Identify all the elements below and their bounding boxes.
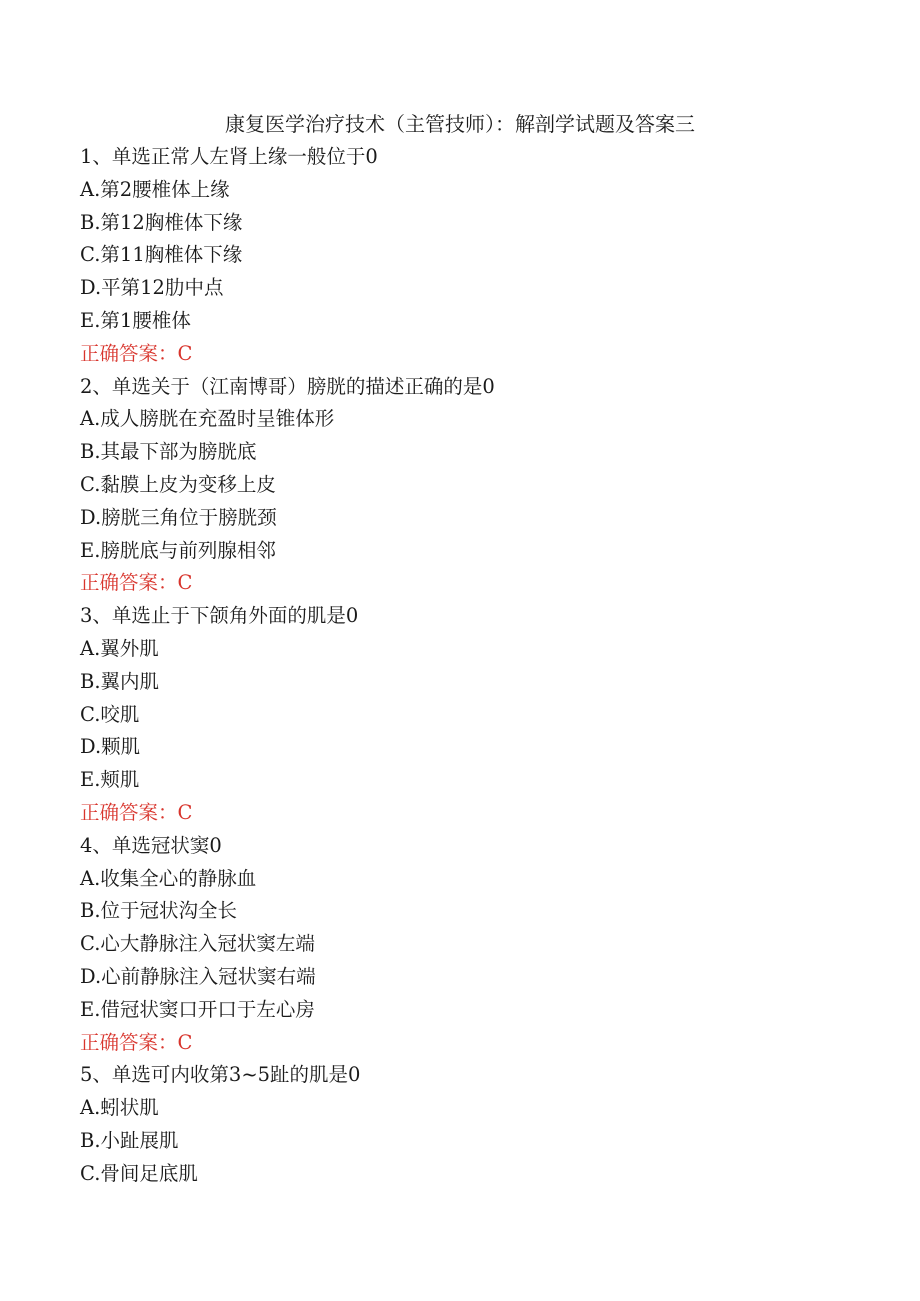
option-c: C.心大静脉注入冠状窦左端 bbox=[80, 932, 315, 956]
option-b: B.第12胸椎体下缘 bbox=[80, 210, 243, 234]
question-stem: 2、单选关于（江南博哥）膀胱的描述正确的是0 bbox=[80, 374, 495, 398]
option-a: A.收集全心的静脉血 bbox=[80, 866, 257, 890]
option-c: C.骨间足底肌 bbox=[80, 1161, 198, 1185]
correct-answer: 正确答案：C bbox=[80, 800, 193, 824]
document-title: 康复医学治疗技术（主管技师）：解剖学试题及答案三 bbox=[225, 112, 695, 136]
option-d: D.心前静脉注入冠状窦右端 bbox=[80, 964, 316, 988]
option-c: C.咬肌 bbox=[80, 702, 140, 726]
question-2 bbox=[80, 371, 880, 601]
option-b: B.小趾展肌 bbox=[80, 1128, 179, 1152]
option-b: B.位于冠状沟全长 bbox=[80, 899, 238, 923]
option-a: A.成人膀胱在充盈时呈锥体形 bbox=[80, 407, 335, 431]
question-stem: 4、单选冠状窦0 bbox=[80, 833, 222, 857]
option-e: E.第1腰椎体 bbox=[80, 308, 191, 332]
option-a: A.蚓状肌 bbox=[80, 1096, 159, 1120]
option-d: D.平第12肋中点 bbox=[80, 276, 224, 300]
option-c: C.第11胸椎体下缘 bbox=[80, 243, 243, 267]
option-d: D.颗肌 bbox=[80, 735, 141, 759]
correct-answer: 正确答案：C bbox=[80, 1030, 193, 1054]
option-a: A.第2腰椎体上缘 bbox=[80, 177, 230, 201]
option-a: A.翼外肌 bbox=[80, 636, 159, 660]
option-e: E.借冠状窦口开口于左心房 bbox=[80, 997, 315, 1021]
option-e: E.颊肌 bbox=[80, 768, 140, 792]
option-b: B.翼内肌 bbox=[80, 669, 160, 693]
option-c: C.黏膜上皮为变移上皮 bbox=[80, 472, 276, 496]
question-stem: 3、单选止于下颌角外面的肌是0 bbox=[80, 604, 359, 628]
question-stem: 5、单选可内收第3~5趾的肌是0 bbox=[80, 1063, 361, 1087]
question-5 bbox=[80, 1059, 880, 1190]
question-stem: 1、单选正常人左肾上缘一般位于0 bbox=[80, 145, 378, 168]
option-e: E.膀胱底与前列腺相邻 bbox=[80, 538, 276, 562]
option-b: B.其最下部为膀胱底 bbox=[80, 440, 257, 464]
option-d: D.膀胱三角位于膀胱颈 bbox=[80, 505, 277, 529]
question-3 bbox=[80, 600, 880, 830]
question-4 bbox=[80, 830, 880, 1060]
question-1 bbox=[80, 141, 880, 371]
correct-answer: 正确答案：C bbox=[80, 571, 193, 595]
correct-answer: 正确答案：C bbox=[80, 341, 193, 365]
question-list bbox=[80, 141, 880, 1191]
